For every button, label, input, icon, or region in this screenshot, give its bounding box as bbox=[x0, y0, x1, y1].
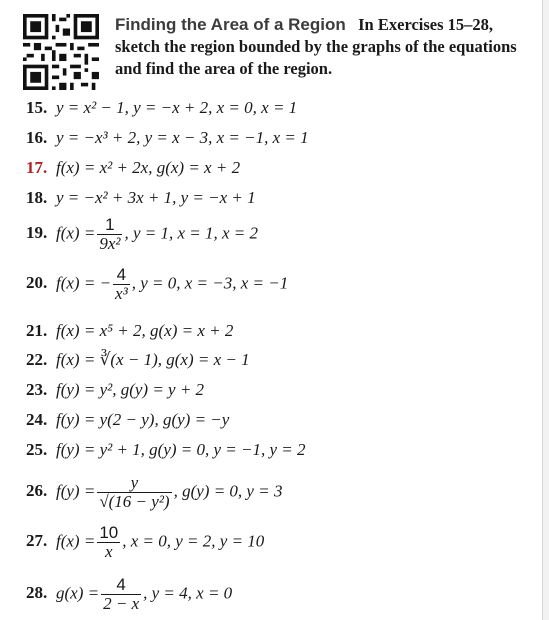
section-instructions: In Exercises 15–28, sketch the region bounded by the graphs of the equations and find the area of the region. bbox=[115, 15, 517, 78]
fraction-denominator: 9x² bbox=[99, 233, 121, 253]
exercise-number: 19. bbox=[26, 223, 48, 243]
exercise-lhs: f(y) = bbox=[56, 481, 96, 501]
exercise-rhs: , y = 4, x = 0 bbox=[143, 583, 233, 603]
fraction bbox=[97, 474, 171, 511]
exercise-equations: f(x) = ∛(x − 1), g(x) = x − 1 bbox=[56, 350, 250, 369]
exercise-19 bbox=[26, 216, 258, 253]
exercise-17 bbox=[26, 157, 240, 179]
exercise-20 bbox=[26, 266, 288, 303]
fraction-denominator: x bbox=[105, 541, 113, 561]
exercise-rhs: , y = 1, x = 1, x = 2 bbox=[124, 223, 259, 243]
exercise-27 bbox=[26, 524, 264, 561]
exercise-number: 18. bbox=[26, 188, 48, 207]
exercise-number: 16. bbox=[26, 128, 48, 147]
section-heading: Finding the Area of a Region bbox=[115, 15, 346, 34]
exercise-equations: y = x² − 1, y = −x + 2, x = 0, x = 1 bbox=[56, 98, 298, 117]
exercise-number: 28. bbox=[26, 583, 48, 603]
exercise-equations: f(x) = x² + 2x, g(x) = x + 2 bbox=[56, 158, 241, 177]
exercise-24 bbox=[26, 409, 229, 431]
exercise-lhs: f(x) = bbox=[56, 531, 96, 551]
exercise-number: 23. bbox=[26, 380, 48, 399]
exercise-rhs: , g(y) = 0, y = 3 bbox=[173, 481, 283, 501]
exercise-number: 27. bbox=[26, 531, 48, 551]
exercise-16 bbox=[26, 127, 309, 149]
fraction-numerator: 4 bbox=[113, 266, 130, 285]
fraction bbox=[97, 216, 122, 253]
exercise-22 bbox=[26, 349, 250, 371]
exercise-equations: f(y) = y², g(y) = y + 2 bbox=[56, 380, 205, 399]
exercise-28 bbox=[26, 576, 232, 613]
fraction-numerator: 1 bbox=[97, 216, 122, 235]
page-edge bbox=[542, 0, 549, 620]
exercise-lhs: g(x) = bbox=[56, 583, 100, 603]
exercise-number: 17. bbox=[26, 158, 48, 177]
section-header bbox=[115, 14, 535, 80]
fraction-numerator: 10 bbox=[99, 523, 119, 542]
exercise-25 bbox=[26, 439, 306, 461]
fraction bbox=[101, 576, 141, 613]
exercise-equations: f(y) = y² + 1, g(y) = 0, y = −1, y = 2 bbox=[56, 440, 306, 459]
exercise-lhs: f(x) = − bbox=[56, 273, 112, 293]
fraction bbox=[113, 266, 130, 303]
exercise-number: 20. bbox=[26, 273, 48, 293]
exercise-18 bbox=[26, 187, 256, 209]
exercise-rhs: , x = 0, y = 2, y = 10 bbox=[122, 531, 265, 551]
exercise-number: 22. bbox=[26, 350, 48, 369]
exercise-equations: y = −x² + 3x + 1, y = −x + 1 bbox=[56, 188, 256, 207]
exercise-equations: y = −x³ + 2, y = x − 3, x = −1, x = 1 bbox=[56, 128, 309, 147]
exercise-equations: f(x) = x⁵ + 2, g(x) = x + 2 bbox=[56, 321, 234, 340]
exercise-number: 26. bbox=[26, 481, 48, 501]
fraction-numerator: 4 bbox=[101, 576, 141, 595]
exercise-number: 25. bbox=[26, 440, 48, 459]
fraction-denominator: x³ bbox=[115, 283, 128, 303]
exercise-number: 24. bbox=[26, 410, 48, 429]
fraction-denominator: 2 − x bbox=[103, 593, 140, 613]
qr-code-icon bbox=[23, 14, 99, 90]
exercise-23 bbox=[26, 379, 204, 401]
exercise-21 bbox=[26, 320, 233, 342]
exercise-rhs: , y = 0, x = −3, x = −1 bbox=[131, 273, 289, 293]
exercise-lhs: f(x) = bbox=[56, 223, 96, 243]
fraction bbox=[97, 524, 120, 561]
fraction-numerator: y bbox=[97, 474, 171, 493]
exercise-equations: f(y) = y(2 − y), g(y) = −y bbox=[56, 410, 230, 429]
exercise-number: 21. bbox=[26, 321, 48, 340]
fraction-denominator: √(16 − y²) bbox=[99, 491, 170, 511]
exercise-15 bbox=[26, 97, 297, 119]
exercise-number: 15. bbox=[26, 98, 48, 117]
exercise-26 bbox=[26, 474, 282, 511]
